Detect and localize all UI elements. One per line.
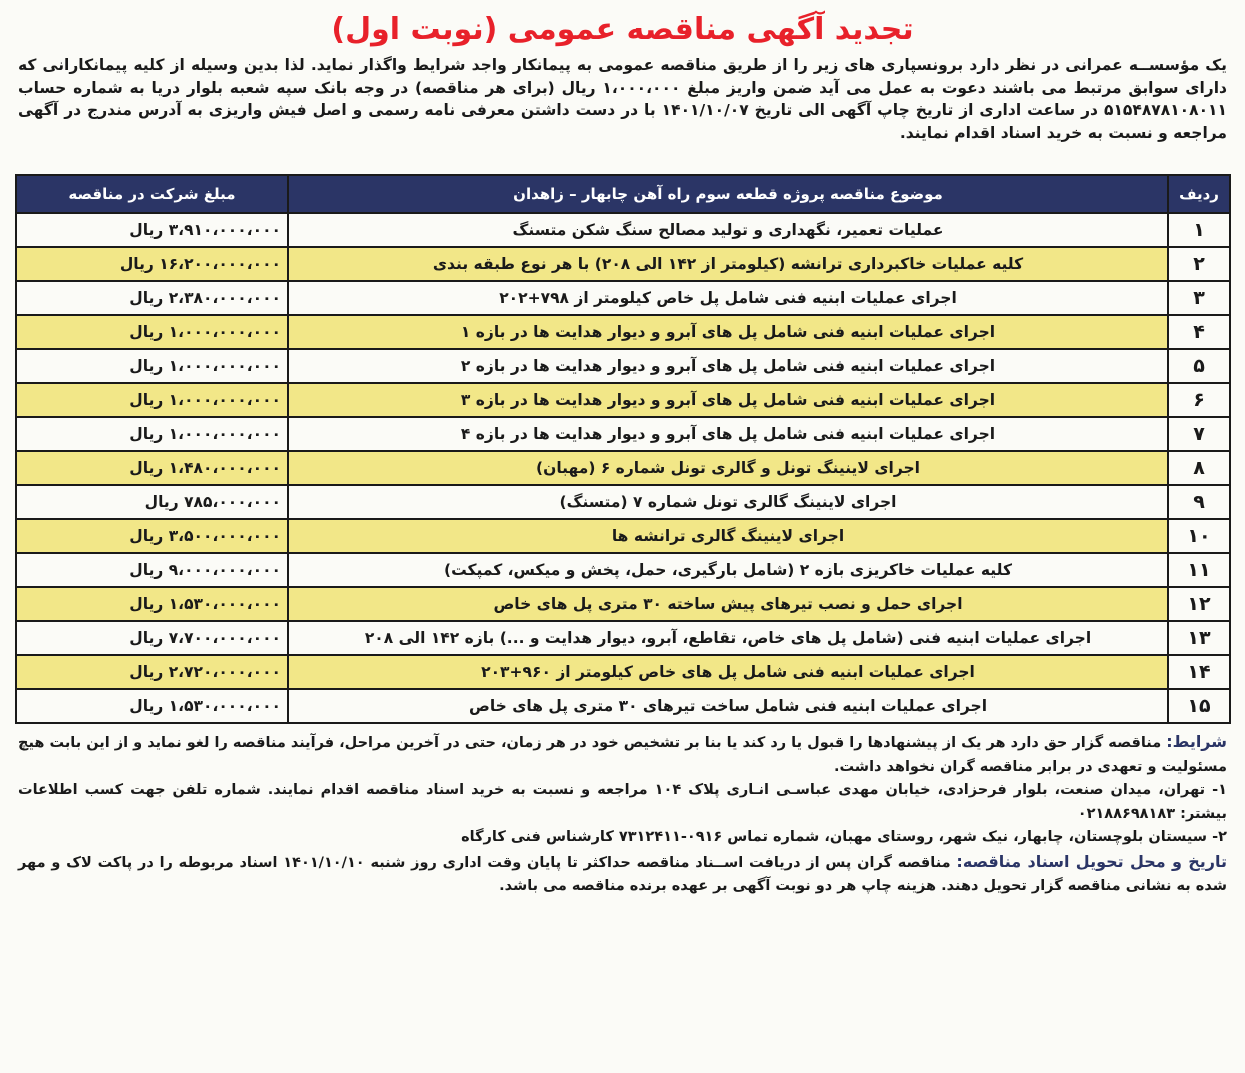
table-header-row [16,175,1230,213]
row-number: ۳ [1168,281,1230,315]
notice-title: تجدید آگهی مناقصه عمومی (نوبت اول) [331,12,914,47]
table-row [16,349,1230,383]
row-number: ۹ [1168,485,1230,519]
row-amount: ۲،۳۸۰،۰۰۰،۰۰۰ ریال [16,281,288,315]
row-number: ۱ [1168,213,1230,247]
row-number: ۶ [1168,383,1230,417]
table-row [16,485,1230,519]
row-subject: کلیه عملیات خاکریزی بازه ۲ (شامل بارگیری، حمل، پخش و میکس، کمپکت) [288,553,1168,587]
row-subject: اجرای عملیات ابنیه فنی شامل پل خاص کیلومتر از ۷۹۸+۲۰۲ [288,281,1168,315]
row-amount: ۱،۰۰۰،۰۰۰،۰۰۰ ریال [16,349,288,383]
row-subject: اجرای عملیات ابنیه فنی شامل ساخت تیرهای ۳۰ متری پل های خاص [288,689,1168,723]
row-subject: اجرای عملیات ابنیه فنی شامل پل های آبرو و دیوار هدایت ها در بازه ۴ [288,417,1168,451]
row-subject: اجرای حمل و نصب تیرهای پیش ساخته ۳۰ متری پل های خاص [288,587,1168,621]
row-amount: ۹،۰۰۰،۰۰۰،۰۰۰ ریال [16,553,288,587]
row-number: ۷ [1168,417,1230,451]
table-row [16,519,1230,553]
row-amount: ۱،۵۳۰،۰۰۰،۰۰۰ ریال [16,587,288,621]
row-number: ۵ [1168,349,1230,383]
header-subject: موضوع مناقصه پروژه قطعه سوم راه آهن چابهار – زاهدان [288,175,1168,213]
row-subject: اجرای عملیات ابنیه فنی شامل پل های خاص کیلومتر از ۹۶۰+۲۰۳ [288,655,1168,689]
row-amount: ۳،۹۱۰،۰۰۰،۰۰۰ ریال [16,213,288,247]
conditions-text: مناقصه گزار حق دارد هر یک از پیشنهادها را قبول یا رد کند یا بنا بر تشخیص خود در هر زمان، حتی در آخرین مراحل، فرآیند مناقصه را لغو نماید و از این بابت هیچ مسئولیت و تعهدی در برابر مناقصه گران نخواهد داشت. [18,735,1227,775]
tender-table [15,174,1231,724]
row-number: ۱۱ [1168,553,1230,587]
row-number: ۸ [1168,451,1230,485]
table-row [16,417,1230,451]
table-row [16,553,1230,587]
row-number: ۱۰ [1168,519,1230,553]
header-amount: مبلغ شرکت در مناقصه [16,175,288,213]
intro-paragraph: یک مؤسســه عمرانی در نظر دارد برونسپاری های زیر را از طریق مناقصه عمومی به پیمانکار واجد شرایط واگذار نماید. لذا بدین وسیله از کلیه پیمانکارانی که دارای سوابق مرتبط می باشند دعوت به عمل می آید ضمن واریز مبلغ ۱،۰۰۰،۰۰۰ ریال (برای هر مناقصه) در وجه بانک سپه شعبه بلوار دریا به شماره حساب ۵۱۵۴۸۷۸۱۰۸۰۱۱ در ساعت اداری از تاریخ چاپ آگهی الی تاریخ ۱۴۰۱/۱۰/۰۷ با در دست داشتن معرفی نامه رسمی و اصل فیش واریزی به آدرس مندرج در آگهی مراجعه و نسبت به خرید اسناد اقدام نمایند. [18,56,1227,142]
row-subject: اجرای عملیات ابنیه فنی شامل پل های آبرو و دیوار هدایت ها در بازه ۲ [288,349,1168,383]
row-number: ۱۴ [1168,655,1230,689]
delivery-text: مناقصه گران پس از دریافت اســناد مناقصه حداکثر تا پایان وقت اداری روز شنبه ۱۴۰۱/۱۰/۱۰ اسناد مربوطه را در پاکت لاک و مهر شده به نشانی مناقصه گزار تحویل دهند. هزینه چاپ هر دو نوبت آگهی بر عهده برنده مناقصه می باشد. [18,854,1227,894]
row-amount: ۷،۷۰۰،۰۰۰،۰۰۰ ریال [16,621,288,655]
row-number: ۱۵ [1168,689,1230,723]
row-subject: اجرای عملیات ابنیه فنی (شامل پل های خاص، تقاطع، آبرو، دیوار هدایت و ...) بازه ۱۴۲ الی ۲۰۸ [288,621,1168,655]
conditions-label: شرایط: [1166,732,1227,751]
row-amount: ۱،۰۰۰،۰۰۰،۰۰۰ ریال [16,383,288,417]
row-amount: ۱،۵۳۰،۰۰۰،۰۰۰ ریال [16,689,288,723]
table-row [16,689,1230,723]
row-amount: ۳،۵۰۰،۰۰۰،۰۰۰ ریال [16,519,288,553]
row-subject: اجرای عملیات ابنیه فنی شامل پل های آبرو و دیوار هدایت ها در بازه ۱ [288,315,1168,349]
row-subject: اجرای عملیات ابنیه فنی شامل پل های آبرو و دیوار هدایت ها در بازه ۳ [288,383,1168,417]
conditions-paragraph [18,730,1227,779]
row-amount: ۷۸۵،۰۰۰،۰۰۰ ریال [16,485,288,519]
delivery-paragraph [18,850,1227,899]
address-item-1: ۱- تهران، میدان صنعت، بلوار فرحزادی، خیابان مهدی عباسـی انـاری پلاک ۱۰۴ مراجعه و نسبت به خرید اسناد مناقصه اقدام نمایند. شماره تلفن جهت کسب اطلاعات بیشتر: ۰۲۱۸۸۶۹۸۱۸۳ [18,782,1227,822]
row-number: ۲ [1168,247,1230,281]
table-row [16,247,1230,281]
row-subject: اجرای لاینینگ گالری ترانشه ها [288,519,1168,553]
table-row [16,621,1230,655]
row-number: ۱۳ [1168,621,1230,655]
row-amount: ۱،۴۸۰،۰۰۰،۰۰۰ ریال [16,451,288,485]
table-row [16,655,1230,689]
row-number: ۱۲ [1168,587,1230,621]
row-subject: اجرای لاینینگ گالری تونل شماره ۷ (متسنگ) [288,485,1168,519]
row-amount: ۲،۷۲۰،۰۰۰،۰۰۰ ریال [16,655,288,689]
title-bar [14,8,1231,54]
row-amount: ۱۶،۲۰۰،۰۰۰،۰۰۰ ریال [16,247,288,281]
table-row [16,451,1230,485]
table-row [16,383,1230,417]
table-row [16,315,1230,349]
row-subject: اجرای لاینینگ تونل و گالری تونل شماره ۶ (مهبان) [288,451,1168,485]
table-row [16,587,1230,621]
conditions-section [18,730,1227,899]
row-subject: عملیات تعمیر، نگهداری و تولید مصالح سنگ شکن متسنگ [288,213,1168,247]
delivery-label: تاریخ و محل تحویل اسناد مناقصه: [956,851,1227,871]
header-row-number: ردیف [1168,175,1230,213]
address-item-2: ۲- سیستان بلوچستان، چابهار، نیک شهر، روستای مهبان، شماره تماس ۰۹۱۶-۷۳۱۲۴۱۱ کارشناس فنی کارگاه [461,829,1227,845]
row-amount: ۱،۰۰۰،۰۰۰،۰۰۰ ریال [16,417,288,451]
table-row [16,281,1230,315]
row-number: ۴ [1168,315,1230,349]
row-amount: ۱،۰۰۰،۰۰۰،۰۰۰ ریال [16,315,288,349]
row-subject: کلیه عملیات خاکبرداری ترانشه (کیلومتر از ۱۴۲ الی ۲۰۸) با هر نوع طبقه بندی [288,247,1168,281]
table-row [16,213,1230,247]
